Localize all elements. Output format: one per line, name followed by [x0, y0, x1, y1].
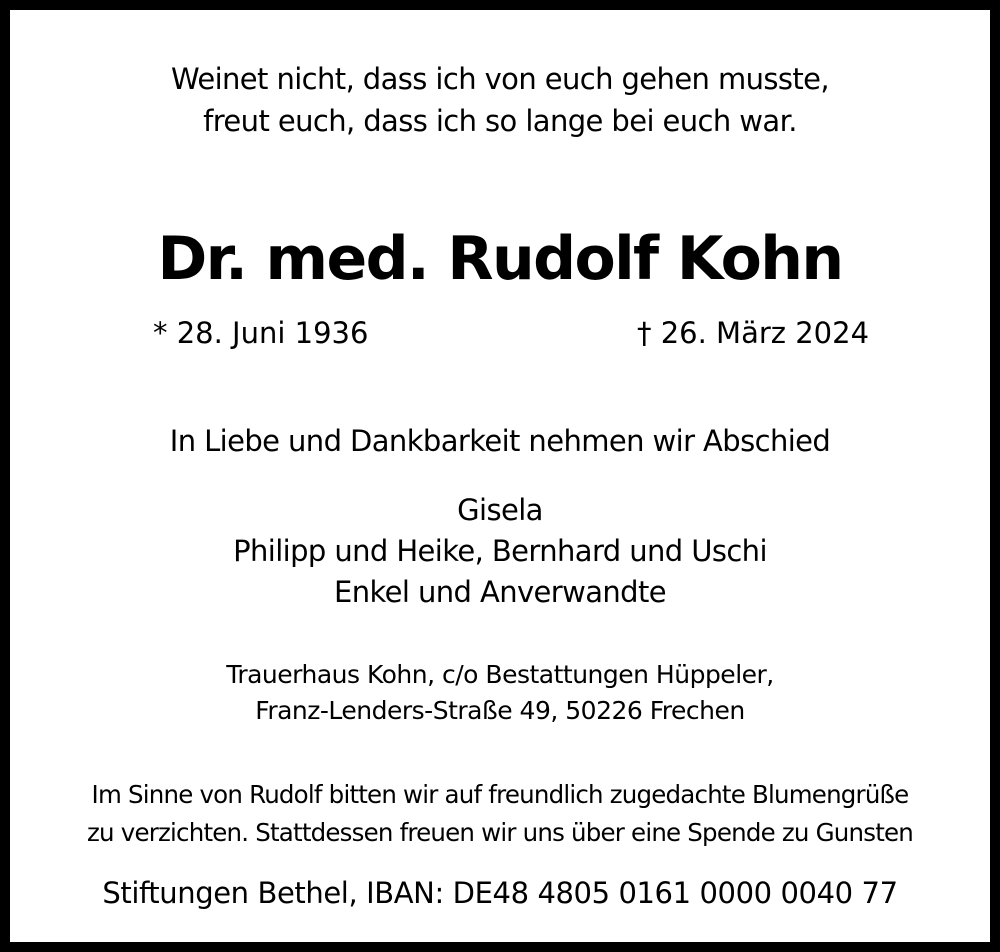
farewell-text: In Liebe und Dankbarkeit nehmen wir Abschied: [169, 424, 831, 458]
mourner-line-1: Gisela: [457, 493, 543, 527]
donation-note-line-2: zu verzichten. Stattdessen freuen wir uns über eine Spende zu Gunsten: [86, 818, 914, 847]
address-line-1: Trauerhaus Kohn, c/o Bestattungen Hüppeler,: [226, 660, 774, 689]
birth-date: * 28. Juni 1936: [153, 316, 369, 350]
bank-details: Stiftungen Bethel, IBAN: DE48 4805 0161 0000 0040 77: [102, 876, 898, 910]
verse-line-2: freut euch, dass ich so lange bei euch war.: [203, 104, 797, 138]
donation-note-line-1: Im Sinne von Rudolf bitten wir auf freundlich zugedachte Blumengrüße: [91, 780, 909, 809]
deceased-name: Dr. med. Rudolf Kohn: [157, 224, 843, 294]
death-date: † 26. März 2024: [637, 316, 870, 350]
mourner-line-2: Philipp und Heike, Bernhard und Uschi: [233, 534, 767, 568]
mourner-line-3: Enkel und Anverwandte: [333, 575, 666, 609]
address-line-2: Franz-Lenders-Straße 49, 50226 Frechen: [255, 696, 745, 725]
verse-line-1: Weinet nicht, dass ich von euch gehen musste,: [170, 62, 830, 96]
